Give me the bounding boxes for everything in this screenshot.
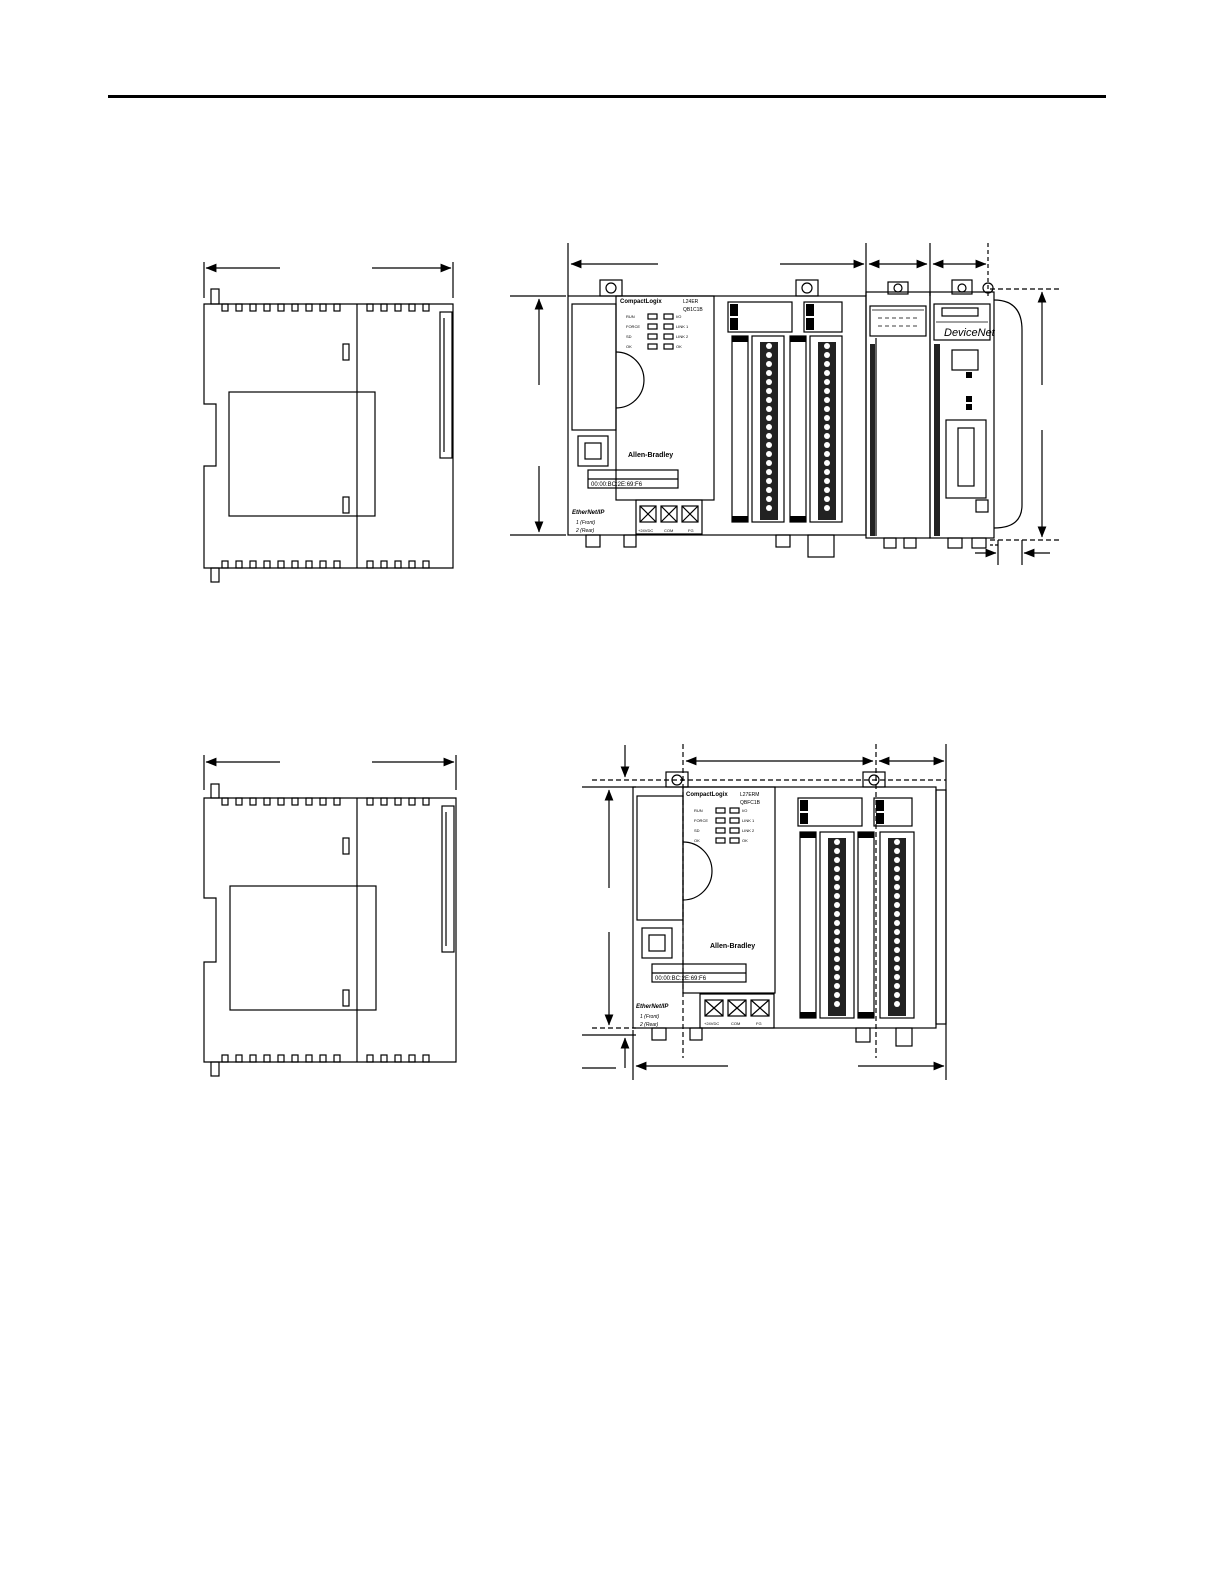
terminal-screw [824, 478, 830, 484]
terminal-screw [766, 451, 772, 457]
model-label: L24ER [683, 299, 699, 305]
terminal-screw [766, 352, 772, 358]
led-label: LINK 2 [742, 828, 755, 833]
led-label: FORCE [694, 818, 708, 823]
brand-label: CompactLogix [686, 792, 728, 798]
terminal-screw [834, 992, 840, 998]
terminal-label: +24VDC [704, 1021, 720, 1026]
terminal-screw [824, 442, 830, 448]
terminal-screw [766, 469, 772, 475]
model-label: L27ERM [740, 792, 760, 798]
terminal-screw [824, 379, 830, 385]
port-label-rear: 2 (Rear) [640, 1022, 659, 1028]
side-view-top [204, 262, 453, 582]
led-label: OK [626, 344, 632, 349]
terminal-screw [894, 875, 900, 881]
terminal-screw [894, 857, 900, 863]
terminal-screw [894, 848, 900, 854]
terminal-screw [824, 361, 830, 367]
terminal-screw [824, 424, 830, 430]
devicenet-logo: DeviceNet [944, 327, 995, 339]
terminal-screw [824, 352, 830, 358]
terminal-screw [834, 965, 840, 971]
ethernet-ip-logo: EtherNet/IP [636, 1004, 669, 1010]
terminal-label: COM [664, 528, 674, 533]
io-code-label: QB1C1B [683, 307, 703, 313]
led-label: I/O [676, 314, 682, 319]
terminal-screw [766, 370, 772, 376]
terminal-screw [824, 505, 830, 511]
terminal-screw [824, 397, 830, 403]
terminal-screw [824, 415, 830, 421]
terminal-screw [766, 505, 772, 511]
terminal-label: FG [688, 528, 694, 533]
mac-address: 00:00:BC:2E:69:F6 [655, 976, 707, 982]
terminal-screw [894, 902, 900, 908]
led-label: LINK 1 [742, 818, 755, 823]
led-label: RUN [694, 808, 703, 813]
terminal-screw [824, 451, 830, 457]
led-label: LINK 2 [676, 334, 689, 339]
brand-label: CompactLogix [620, 299, 662, 305]
front-view-top [510, 243, 1062, 565]
front-view-bottom [582, 744, 946, 1080]
manufacturer-logo: Allen-Bradley [628, 452, 674, 459]
led-label: OK [694, 838, 700, 843]
terminal-screw [766, 424, 772, 430]
mac-address: 00:00:BC:2E:69:F6 [591, 482, 643, 488]
terminal-screw [834, 956, 840, 962]
terminal-screw [834, 929, 840, 935]
led-label: FORCE [626, 324, 640, 329]
terminal-screw [834, 983, 840, 989]
terminal-screw [894, 911, 900, 917]
io-code-label: QBFC1B [740, 800, 761, 806]
terminal-screw [766, 433, 772, 439]
led-label: OK [676, 344, 682, 349]
terminal-screw [766, 361, 772, 367]
terminal-screw [766, 397, 772, 403]
terminal-screw [824, 388, 830, 394]
terminal-screw [766, 379, 772, 385]
port-label-front: 1 (Front) [576, 520, 596, 526]
terminal-screw [766, 442, 772, 448]
terminal-screw [894, 884, 900, 890]
ethernet-ip-logo: EtherNet/IP [572, 510, 605, 516]
terminal-screw [824, 433, 830, 439]
terminal-screw [834, 1001, 840, 1007]
side-view-bottom [204, 755, 456, 1076]
port-label-rear: 2 (Rear) [576, 528, 595, 534]
terminal-screw [766, 478, 772, 484]
terminal-screw [894, 947, 900, 953]
port-label-front: 1 (Front) [640, 1014, 660, 1020]
terminal-screw [894, 920, 900, 926]
led-label: I/O [742, 808, 748, 813]
terminal-screw [834, 848, 840, 854]
led-label: OK [742, 838, 748, 843]
led-label: SD [626, 334, 632, 339]
terminal-screw [824, 406, 830, 412]
terminal-screw [834, 839, 840, 845]
terminal-label: FG [756, 1021, 762, 1026]
terminal-screw [834, 947, 840, 953]
terminal-label: COM [731, 1021, 741, 1026]
terminal-screw [894, 1001, 900, 1007]
terminal-label: +24VDC [638, 528, 654, 533]
terminal-screw [834, 875, 840, 881]
terminal-screw [766, 343, 772, 349]
terminal-screw [834, 938, 840, 944]
terminal-screw [766, 406, 772, 412]
terminal-screw [834, 893, 840, 899]
terminal-screw [766, 415, 772, 421]
terminal-screw [824, 343, 830, 349]
terminal-screw [894, 992, 900, 998]
terminal-screw [894, 974, 900, 980]
terminal-screw [834, 857, 840, 863]
terminal-screw [824, 487, 830, 493]
led-label: SD [694, 828, 700, 833]
terminal-screw [894, 839, 900, 845]
terminal-screw [824, 460, 830, 466]
led-label: RUN [626, 314, 635, 319]
manufacturer-logo: Allen-Bradley [710, 943, 756, 950]
terminal-screw [834, 911, 840, 917]
terminal-screw [766, 460, 772, 466]
terminal-screw [834, 902, 840, 908]
terminal-screw [834, 884, 840, 890]
terminal-screw [894, 983, 900, 989]
terminal-screw [824, 370, 830, 376]
terminal-screw [766, 487, 772, 493]
terminal-screw [824, 469, 830, 475]
terminal-screw [894, 956, 900, 962]
terminal-screw [894, 866, 900, 872]
terminal-screw [894, 893, 900, 899]
terminal-screw [766, 388, 772, 394]
terminal-screw [894, 965, 900, 971]
led-label: LINK 1 [676, 324, 689, 329]
terminal-screw [894, 929, 900, 935]
terminal-screw [766, 496, 772, 502]
terminal-screw [824, 496, 830, 502]
terminal-screw [894, 938, 900, 944]
terminal-screw [834, 866, 840, 872]
terminal-screw [834, 974, 840, 980]
terminal-screw [834, 920, 840, 926]
